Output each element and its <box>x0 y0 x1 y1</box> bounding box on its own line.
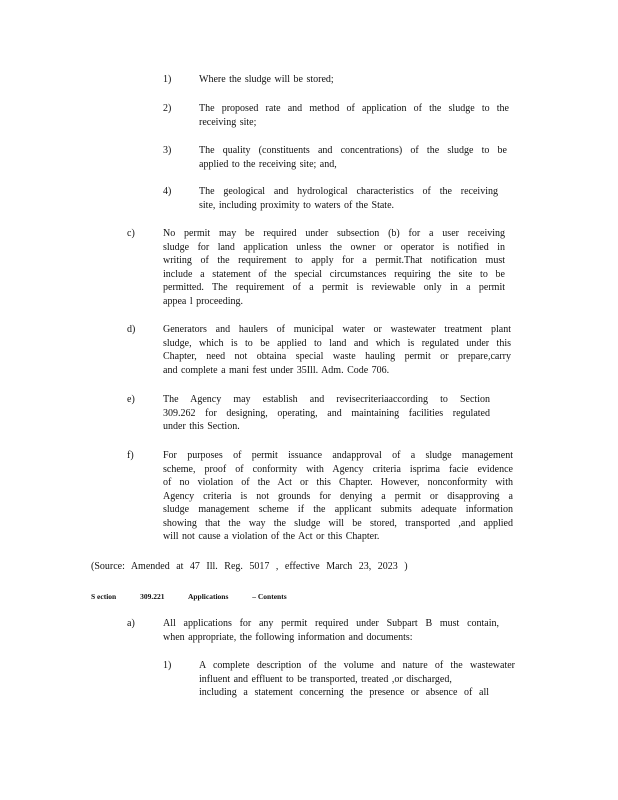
paragraph-label: a) <box>127 618 135 629</box>
paragraph-text: For purposes of permit issuance andapproval of a sludge management scheme, proof of conformity with Agency criteria isprima facie evidence of no violation of the Act or this Chapter. However, nonconformity with Agency criteria is not grounds for denying a permit or disapproving a sludge management scheme if the applicant submits adequate information showing that the way the sludge will be stored, transported ,and applied will not cause a violation of the Act or this Chapter. <box>163 450 513 542</box>
paragraph-label: c) <box>127 228 135 239</box>
paragraph-label: e) <box>127 394 135 405</box>
item-label: 2) <box>163 103 172 114</box>
item-text: The proposed rate and method of application of the sludge to the receiving site; <box>199 103 509 128</box>
item-text: A complete description of the volume and nature of the wastewater influent and effluent to be transported, treated ,or discharged, including a statement concerning the presence or absence of all <box>199 660 515 698</box>
paragraph-text: No permit may be required under subsection (b) for a user receiving sludge for land application unless the owner or operator is notified in writing of the requirement to apply for a permit.That notification must include a statement of the special circumstances requiring the site to be permitted. The requirement of a permit is reviewable only in a permit appea l proceeding. <box>163 228 505 307</box>
item-text: Where the sludge will be stored; <box>199 74 334 85</box>
section-heading <box>91 590 309 604</box>
paragraph-text: The Agency may establish and revisecriteriaaccording to Section 309.262 for designing, operating, and maintaining facilities regulated under this Section. <box>163 394 490 432</box>
section-suffix: – Contents <box>252 592 287 601</box>
item-text: The geological and hydrological characteristics of the receiving site, including proximity to waters of the State. <box>199 186 498 211</box>
source-note: (Source: Amended at 47 Ill. Reg. 5017 , effective March 23, 2023 ) <box>91 561 408 572</box>
item-label: 1) <box>163 74 172 85</box>
item-label: 1) <box>163 660 172 671</box>
item-label: 4) <box>163 186 172 197</box>
paragraph-label: f) <box>127 450 134 461</box>
paragraph-text: All applications for any permit required under Subpart B must contain, when appropriate, the following information and documents: <box>163 618 499 643</box>
section-title: Applications <box>187 592 229 601</box>
section-number-label: S ection <box>91 592 117 601</box>
section-id: 309.221 <box>140 592 165 601</box>
item-label: 3) <box>163 145 172 156</box>
item-text: The quality (constituents and concentrations) of the sludge to be applied to the receiving site; and, <box>199 145 507 170</box>
paragraph-text: Generators and haulers of municipal water or wastewater treatment plant sludge, which is to be applied to land and which is regulated under this Chapter, need not obtaina special waste hauling permit or prepare,carry and complete a mani fest under 35Ill. Adm. Code 706. <box>163 324 511 376</box>
paragraph-label: d) <box>127 324 136 335</box>
